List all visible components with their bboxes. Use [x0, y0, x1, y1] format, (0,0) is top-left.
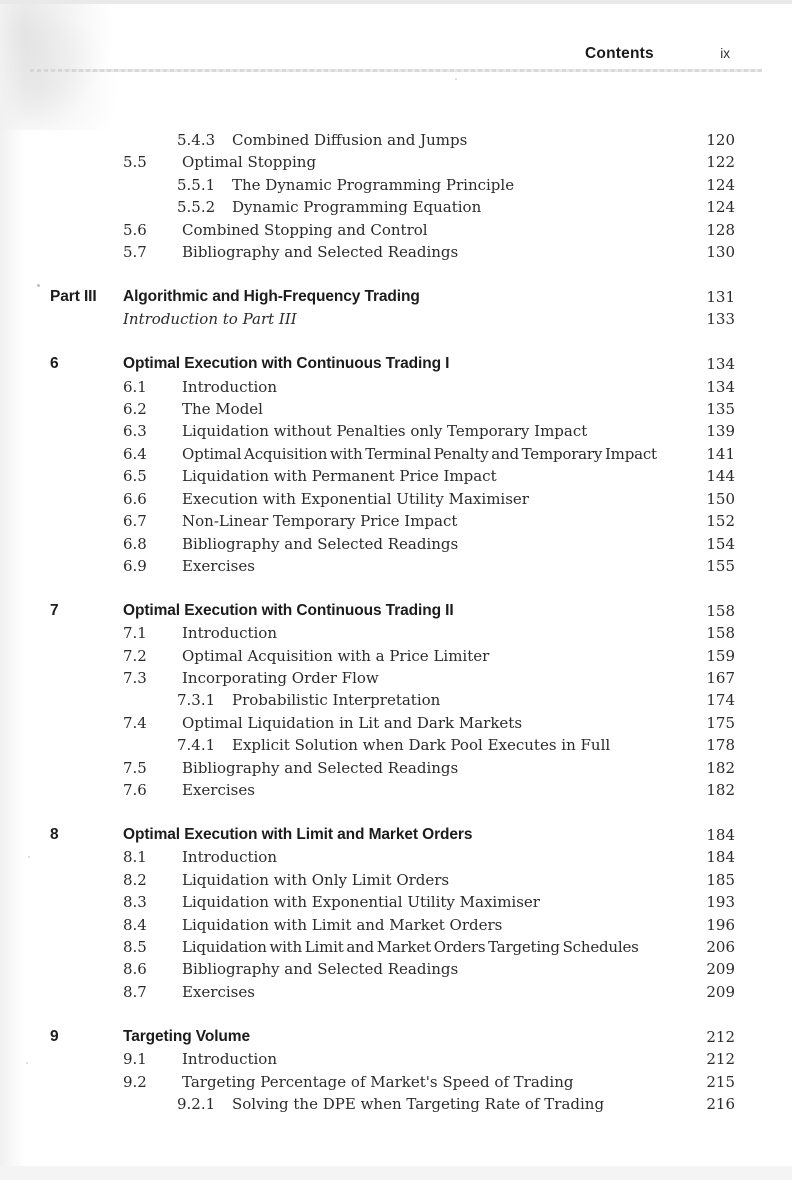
- entry-body: [123, 510, 683, 532]
- chapter-number: [50, 533, 123, 555]
- entry-body: [123, 869, 683, 891]
- toc-entry-section: [50, 846, 735, 868]
- toc-block: [50, 286, 735, 331]
- chapter-number: 6: [50, 355, 59, 373]
- entry-title: The Model: [182, 400, 263, 419]
- chapter-number: [50, 981, 123, 1003]
- entry-body: [123, 308, 683, 330]
- toc-entry-section: [50, 712, 735, 734]
- entry-title: Liquidation with Limit and Market Orders Targeting Schedules: [182, 938, 639, 956]
- toc-entry-section: [50, 891, 735, 913]
- entry-page-number: 209: [706, 960, 735, 979]
- entry-number: 5.6: [123, 220, 147, 239]
- entry-title: Optimal Stopping: [182, 153, 317, 172]
- entry-title: Probabilistic Interpretation: [232, 691, 441, 710]
- chapter-number: [50, 129, 123, 151]
- chapter-number: [50, 1048, 123, 1070]
- entry-number: 5.5.1: [177, 175, 216, 194]
- toc-entry-part: [50, 286, 735, 308]
- toc-entry-subsection: [50, 689, 735, 711]
- entry-page-number: 131: [706, 287, 735, 306]
- entry-body: [123, 846, 683, 868]
- entry-number: 7.4.1: [177, 736, 216, 755]
- entry-number: 5.4.3: [177, 131, 216, 149]
- toc-entry-section: [50, 465, 735, 487]
- entry-body: [123, 286, 683, 308]
- header-rule: [30, 69, 762, 72]
- entry-number: 8.1: [123, 848, 147, 867]
- toc-entry-section: [50, 667, 735, 689]
- toc-block: [50, 1026, 735, 1116]
- entry-number: 7.3.1: [177, 691, 216, 710]
- entry-body: [123, 533, 683, 555]
- entry-page-number: 122: [706, 153, 735, 172]
- entry-number: 7.2: [123, 646, 147, 665]
- entry-body: [123, 689, 683, 711]
- toc-entry-section: [50, 869, 735, 891]
- toc-entry-chapter: [50, 353, 735, 375]
- toc-entry-section: [50, 420, 735, 442]
- entry-number: 8.3: [123, 893, 147, 912]
- entry-body: [123, 981, 683, 1003]
- entry-title: Bibliography and Selected Readings: [182, 534, 459, 553]
- entry-page-number: 152: [706, 512, 735, 531]
- toc-entry-subsection: [50, 196, 735, 218]
- entry-title: Introduction to Part III: [123, 310, 297, 329]
- entry-body: [123, 645, 683, 667]
- chapter-number: [50, 936, 123, 958]
- chapter-number: [50, 689, 123, 711]
- entry-title: Execution with Exponential Utility Maximiser: [182, 489, 529, 508]
- toc-block: [50, 824, 735, 1003]
- entry-title: Explicit Solution when Dark Pool Executes in Full: [232, 736, 611, 755]
- toc-entry-section: [50, 443, 735, 465]
- entry-page-number: 184: [706, 825, 735, 844]
- toc-entry-section: [50, 488, 735, 510]
- chapter-number: [50, 443, 123, 465]
- entry-page-number: 139: [706, 422, 735, 441]
- toc-entry-part_intro: [50, 308, 735, 330]
- entry-number: 6.6: [123, 489, 147, 508]
- entry-title: Bibliography and Selected Readings: [182, 960, 459, 979]
- chapter-number: [50, 398, 123, 420]
- entry-page-number: 212: [706, 1027, 735, 1046]
- scan-speck: [455, 78, 457, 80]
- chapter-number: [50, 465, 123, 487]
- entry-number: 9.2.1: [177, 1094, 216, 1113]
- entry-number: 6.2: [123, 400, 147, 419]
- entry-title: Optimal Execution with Limit and Market Orders: [123, 825, 473, 843]
- toc-entry-section: [50, 398, 735, 420]
- entry-page-number: 128: [706, 220, 735, 239]
- entry-page-number: 130: [706, 243, 735, 262]
- toc-block: [50, 600, 735, 802]
- chapter-number: [50, 846, 123, 868]
- entry-number: 5.7: [123, 243, 147, 262]
- entry-number: 7.3: [123, 669, 147, 688]
- entry-body: [123, 555, 683, 577]
- chapter-number: [50, 151, 123, 173]
- chapter-number: [50, 241, 123, 263]
- entry-body: [123, 488, 683, 510]
- toc-entry-section: [50, 757, 735, 779]
- entry-page-number: 184: [706, 848, 735, 867]
- toc-entry-section: [50, 779, 735, 801]
- table-of-contents: [50, 129, 735, 1115]
- toc-entry-section: [50, 533, 735, 555]
- entry-page-number: 167: [706, 669, 735, 688]
- part-label: Part III: [50, 287, 97, 305]
- entry-title: Introduction: [182, 624, 277, 643]
- entry-body: [123, 196, 683, 218]
- entry-body: [123, 420, 683, 442]
- chapter-number: [50, 779, 123, 801]
- chapter-number: [50, 308, 123, 330]
- entry-page-number: 196: [706, 915, 735, 934]
- entry-page-number: 154: [706, 534, 735, 553]
- chapter-number: [50, 891, 123, 913]
- toc-entry-section: [50, 936, 735, 958]
- entry-page-number: 124: [706, 198, 735, 217]
- entry-body: [123, 1071, 683, 1093]
- entry-title: Algorithmic and High-Frequency Trading: [123, 287, 420, 305]
- entry-number: 6.3: [123, 422, 147, 441]
- entry-title: Liquidation with Limit and Market Orders: [182, 915, 503, 934]
- entry-body: [123, 891, 683, 913]
- entry-body: [123, 353, 683, 375]
- entry-number: 9.1: [123, 1050, 147, 1069]
- entry-body: [123, 779, 683, 801]
- toc-entry-section: [50, 241, 735, 263]
- toc-entry-section: [50, 510, 735, 532]
- entry-body: [123, 219, 683, 241]
- entry-number: 8.2: [123, 870, 147, 889]
- entry-title: Introduction: [182, 848, 277, 867]
- entry-title: Liquidation with Permanent Price Impact: [182, 467, 497, 486]
- entry-title: Optimal Execution with Continuous Trading I: [123, 355, 450, 373]
- entry-body: [123, 734, 683, 756]
- entry-page-number: 182: [706, 781, 735, 800]
- entry-page-number: 134: [706, 377, 735, 396]
- chapter-number: [50, 420, 123, 442]
- entry-body: [123, 1048, 683, 1070]
- entry-page-number: 155: [706, 556, 735, 575]
- scan-speck: [28, 856, 30, 858]
- toc-entry-section: [50, 555, 735, 577]
- entry-page-number: 212: [706, 1050, 735, 1069]
- entry-page-number: 216: [706, 1094, 735, 1113]
- toc-block: [50, 129, 735, 263]
- entry-title: Non-Linear Temporary Price Impact: [182, 512, 458, 531]
- chapter-number: [50, 622, 123, 644]
- scan-speck: [37, 284, 40, 287]
- chapter-number: [50, 914, 123, 936]
- chapter-number: 9: [50, 1027, 59, 1045]
- toc-entry-section: [50, 219, 735, 241]
- entry-number: 7.6: [123, 781, 147, 800]
- entry-body: [123, 622, 683, 644]
- entry-body: [123, 667, 683, 689]
- entry-title: Exercises: [182, 781, 255, 800]
- toc-block: [50, 353, 735, 577]
- entry-number: 8.6: [123, 960, 147, 979]
- entry-title: Exercises: [182, 556, 255, 575]
- entry-number: 7.5: [123, 758, 147, 777]
- entry-page-number: 141: [706, 444, 735, 463]
- scan-edge-left: [0, 0, 26, 1180]
- entry-number: 5.5.2: [177, 198, 216, 217]
- chapter-number: [50, 667, 123, 689]
- toc-entry-subsection: [50, 129, 735, 151]
- entry-page-number: 193: [706, 893, 735, 912]
- entry-title: Bibliography and Selected Readings: [182, 243, 459, 262]
- entry-title: Optimal Liquidation in Lit and Dark Markets: [182, 713, 523, 732]
- entry-page-number: 175: [706, 713, 735, 732]
- entry-number: 6.7: [123, 512, 147, 531]
- entry-body: [123, 129, 683, 151]
- toc-entry-section: [50, 914, 735, 936]
- chapter-number: [50, 712, 123, 734]
- entry-body: [123, 1093, 683, 1115]
- chapter-number: [50, 174, 123, 196]
- entry-page-number: 174: [706, 691, 735, 710]
- entry-title: Optimal Execution with Continuous Trading II: [123, 601, 454, 619]
- toc-entry-subsection: [50, 1093, 735, 1115]
- entry-number: 7.4: [123, 713, 147, 732]
- chapter-number: 7: [50, 601, 59, 619]
- scan-edge-top: [0, 0, 792, 4]
- entry-body: [123, 398, 683, 420]
- entry-title: Optimal Acquisition with a Price Limiter: [182, 646, 490, 665]
- toc-entry-section: [50, 1071, 735, 1093]
- entry-page-number: 150: [706, 489, 735, 508]
- entry-number: 8.5: [123, 938, 147, 956]
- entry-page-number: 159: [706, 646, 735, 665]
- entry-number: 9.2: [123, 1072, 147, 1091]
- chapter-number: 8: [50, 825, 59, 843]
- toc-entry-subsection: [50, 734, 735, 756]
- scan-edge-bottom: [0, 1166, 792, 1180]
- entry-title: Combined Stopping and Control: [182, 220, 428, 239]
- entry-number: 7.1: [123, 624, 147, 643]
- entry-body: [123, 151, 683, 173]
- entry-page-number: 144: [706, 467, 735, 486]
- chapter-number: [50, 219, 123, 241]
- entry-page-number: 206: [706, 938, 735, 956]
- entry-page-number: 158: [706, 601, 735, 620]
- entry-page-number: 185: [706, 870, 735, 889]
- chapter-number: [50, 510, 123, 532]
- toc-entry-chapter: [50, 1026, 735, 1048]
- chapter-number: [50, 1071, 123, 1093]
- entry-title: Targeting Volume: [123, 1027, 251, 1045]
- chapter-number: [50, 488, 123, 510]
- chapter-number: [50, 645, 123, 667]
- entry-title: The Dynamic Programming Principle: [232, 175, 515, 194]
- entry-title: Introduction: [182, 1050, 277, 1069]
- chapter-number: [50, 869, 123, 891]
- toc-entry-chapter: [50, 600, 735, 622]
- chapter-number: [50, 958, 123, 980]
- running-header: [0, 45, 730, 63]
- entry-title: Exercises: [182, 982, 255, 1001]
- toc-entry-section: [50, 1048, 735, 1070]
- entry-number: 6.1: [123, 377, 147, 396]
- entry-title: Incorporating Order Flow: [182, 669, 379, 688]
- scan-speck: [26, 1062, 28, 1064]
- toc-entry-section: [50, 981, 735, 1003]
- entry-body: [123, 712, 683, 734]
- toc-entry-section: [50, 376, 735, 398]
- entry-body: [123, 600, 683, 622]
- toc-entry-section: [50, 645, 735, 667]
- entry-title: Targeting Percentage of Market's Speed of Trading: [182, 1072, 574, 1091]
- entry-title: Introduction: [182, 377, 277, 396]
- entry-title: Optimal Acquisition with Terminal Penalty and Temporary Impact: [182, 444, 657, 463]
- entry-title: Liquidation with Only Limit Orders: [182, 870, 450, 889]
- entry-page-number: 133: [706, 310, 735, 329]
- entry-number: 6.5: [123, 467, 147, 486]
- toc-entry-chapter: [50, 824, 735, 846]
- contents-header-title: Contents: [585, 45, 654, 62]
- entry-title: Dynamic Programming Equation: [232, 198, 482, 217]
- entry-title: Combined Diffusion and Jumps: [232, 131, 468, 149]
- entry-body: [123, 376, 683, 398]
- entry-body: [123, 757, 683, 779]
- entry-number: 8.7: [123, 982, 147, 1001]
- entry-page-number: 120: [706, 131, 735, 149]
- chapter-number: [50, 1093, 123, 1115]
- entry-title: Liquidation without Penalties only Temporary Impact: [182, 422, 588, 441]
- chapter-number: [50, 376, 123, 398]
- entry-body: [123, 443, 683, 465]
- entry-page-number: 134: [706, 355, 735, 374]
- chapter-number: [50, 757, 123, 779]
- entry-title: Liquidation with Exponential Utility Maximiser: [182, 893, 540, 912]
- entry-body: [123, 958, 683, 980]
- page-number: ix: [720, 46, 730, 61]
- entry-page-number: 124: [706, 175, 735, 194]
- entry-page-number: 178: [706, 736, 735, 755]
- entry-number: 8.4: [123, 915, 147, 934]
- entry-body: [123, 465, 683, 487]
- entry-body: [123, 914, 683, 936]
- entry-body: [123, 174, 683, 196]
- entry-body: [123, 936, 683, 958]
- toc-entry-subsection: [50, 174, 735, 196]
- toc-entry-section: [50, 151, 735, 173]
- entry-body: [123, 1026, 683, 1048]
- entry-number: 6.4: [123, 444, 147, 463]
- entry-page-number: 182: [706, 758, 735, 777]
- entry-page-number: 209: [706, 982, 735, 1001]
- chapter-number: [50, 555, 123, 577]
- entry-page-number: 135: [706, 400, 735, 419]
- entry-page-number: 215: [706, 1072, 735, 1091]
- chapter-number: [50, 734, 123, 756]
- entry-number: 6.8: [123, 534, 147, 553]
- entry-body: [123, 824, 683, 846]
- entry-body: [123, 241, 683, 263]
- entry-number: 6.9: [123, 556, 147, 575]
- toc-entry-section: [50, 622, 735, 644]
- entry-number: 5.5: [123, 153, 147, 172]
- entry-title: Solving the DPE when Targeting Rate of Trading: [232, 1094, 605, 1113]
- toc-entry-section: [50, 958, 735, 980]
- entry-title: Bibliography and Selected Readings: [182, 758, 459, 777]
- chapter-number: [50, 196, 123, 218]
- entry-page-number: 158: [706, 624, 735, 643]
